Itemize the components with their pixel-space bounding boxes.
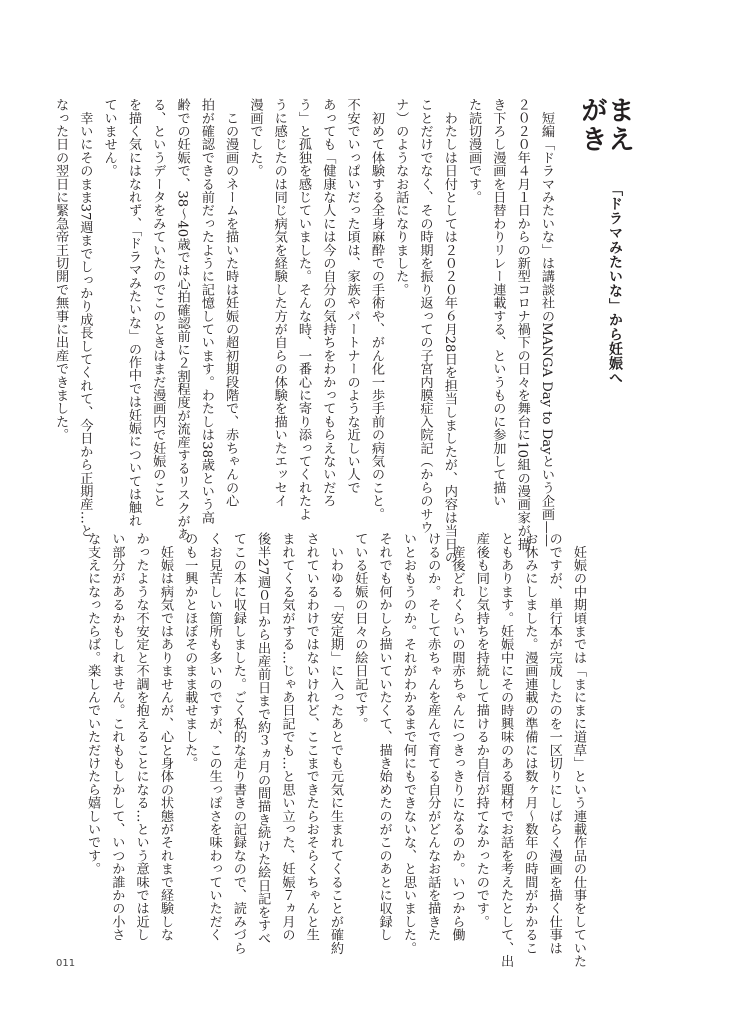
text-column: のですが、単行本が完成したのを一区切りにしばらく漫画を描く仕事は [546, 532, 562, 955]
text-column: ナ）のようなお話になりました。 [393, 98, 409, 296]
text-column: 産後どれくらいの間赤ちゃんにつきっきりになるのか。いつから働 [449, 532, 465, 942]
text-column: ともあります。妊娠中にその時興味のある題材でお話を考えたとして、出 [498, 532, 514, 968]
text-column: されているわけではないけれど、ここまできたらおそらくちゃんと生 [303, 532, 319, 942]
text-column: 短編「ドラマみたいな」は講談社のMANGA Day to Dayという企画—— [539, 98, 554, 547]
text-column: うに感じたのは同じ病気を経験した方が自らの体験を描いたエッセイ [271, 98, 287, 508]
subtitle: 「ドラマみたいな」から妊娠へ [607, 182, 623, 385]
text-column: 産後も同じ気持ちを持続して描けるか自信が持てなかったのです。 [473, 532, 489, 928]
text-column: ことだけでなく、その時期を振り返っての子宮内膜症入院記（からのサウ [417, 98, 433, 534]
text-column: い部分があるかもしれません。これももしかして、いつか誰かの小さ [109, 532, 125, 942]
text-column: お休みにしました。漫画連載の準備には数ヶ月〜数年の時間がかかるこ [522, 532, 538, 955]
text-column: ２０２０年４月１日からの新型コロナ禍下の日々を舞台に10組の漫画家が描 [514, 98, 530, 551]
text-column: き下ろし漫画を日替わりリレー連載する、というものに参加して描い [490, 98, 506, 508]
text-column: 初めて体験する全身麻酔での手術や、がん化一歩手前の病気のこと。 [368, 98, 384, 521]
text-column: この漫画のネームを描いた時は妊娠の超初期段階で、赤ちゃんの心 [223, 98, 239, 508]
text-column: のも一興かとほぼそのまま載せました。 [182, 532, 198, 770]
page-title: まえがき [576, 96, 634, 154]
text-column: てこの本に収録しました。ごく私的な走り書きの記録なので、読みづら [230, 532, 246, 955]
text-column: くお見苦しい箇所も多いのですが、この生っぽさを味わっていただく [206, 532, 222, 942]
text-column: 漫画でした。 [247, 98, 263, 178]
body-text-upper [53, 98, 558, 564]
text-column: ていません。 [101, 98, 117, 178]
page-number: 011 [56, 958, 76, 969]
body-text-lower [85, 532, 590, 968]
text-column: る、というデータをみていたのでこのときはまだ漫画内で妊娠のこと [150, 98, 166, 508]
text-column: いわゆる「安定期」に入ったあとでも元気に生まれてくることが確約 [328, 532, 344, 955]
text-column: あっても「健康な人には今の自分の気持ちをわかってもらえないだろ [320, 98, 336, 508]
text-column: かったような不安定と不調を抱えることになる…という意味では近し [133, 532, 149, 942]
text-column: それでも何かしら描いていたくて、描き始めたのがこのあとに収録し [376, 532, 392, 942]
text-column: 齢での妊娠で、38〜40歳では心拍確認前に２割程度が流産するリスクがあ [174, 98, 190, 541]
text-column: 幸いにそのまま37週までしっかり成長してくれて、今日から正期産…と [77, 98, 93, 538]
text-column: 後半27週０日から出産前日まで約３ヵ月の間描き続けた絵日記をすべ [255, 532, 271, 945]
text-column: 拍が確認できる前だったように記憶しています。わたしは38歳という高 [198, 98, 214, 524]
text-column: わたしは日付としては２０２０年６月28日を担当しましたが、内容は当日の [441, 98, 457, 564]
text-column: 妊娠は病気ではありませんが、心と身体の状態がそれまで経験しな [157, 532, 173, 942]
text-column: う」と孤独を感じていました。そんな時、一番心に寄り添ってくれたよ [296, 98, 312, 521]
text-column: いとおもうのか。それがわかるまで何にもできないな、と思いました。 [400, 532, 416, 955]
text-column: 妊娠の中期頃までは「まにまに道草」という連載作品の仕事をしていた [571, 532, 586, 968]
text-column: を描く気にはなれず、「ドラマみたいな」の作中では妊娠については触れ [125, 98, 141, 527]
text-column: ている妊娠の日々の絵日記です。 [352, 532, 368, 730]
text-column: けるのか。そして赤ちゃんを産んで育てる自分がどんなお話を描きた [425, 532, 441, 942]
text-column: 不安でいっぱいだった頃は、家族やパートナーのような近しい人で [344, 98, 360, 494]
text-column: なった日の翌日に緊急帝王切開で無事に出産できました。 [53, 98, 69, 442]
text-column: な支えになったらば。楽しんでいただけたら嬉しいです。 [85, 532, 101, 876]
text-column: た読切漫画です。 [466, 98, 482, 204]
text-column: まれてくる気がする…じゃあ日記でも…と思い立った、妊娠７ヵ月の [279, 532, 295, 942]
